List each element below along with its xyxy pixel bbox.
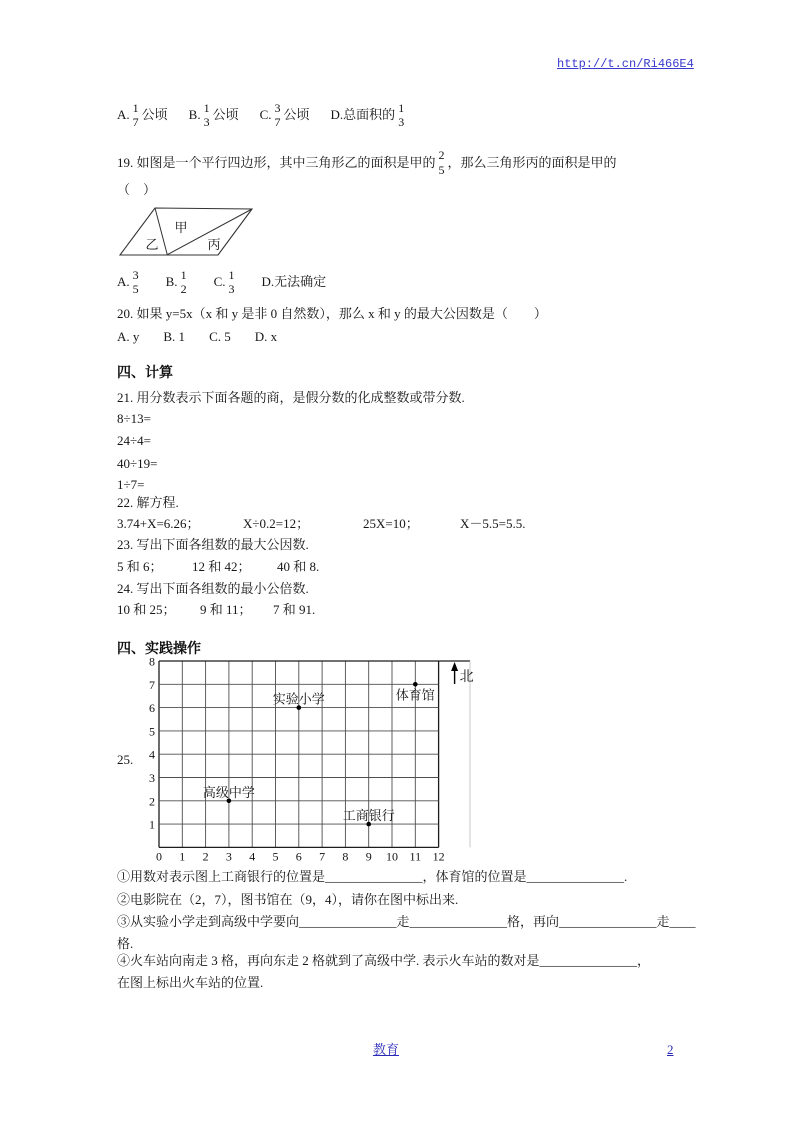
y-tick-label: 1 <box>149 817 155 832</box>
q23-item-2: 12 和 42； <box>192 559 251 574</box>
q20-option-b: B. 1 <box>163 329 186 344</box>
x-tick-label: 1 <box>179 849 186 864</box>
y-tick-label: 6 <box>149 701 155 716</box>
y-tick-label: 8 <box>149 654 155 669</box>
fraction: 1 7 <box>132 100 139 129</box>
footer-page-number[interactable]: 2 <box>667 1042 674 1057</box>
x-tick-label: 3 <box>225 849 232 864</box>
q22-eq-4: X－5.5=5.5. <box>460 516 526 531</box>
q20-option-d: D. x <box>254 329 278 344</box>
q20-option-a: A. y <box>117 329 140 344</box>
x-tick-label: 9 <box>365 849 372 864</box>
q20-options-row <box>117 329 277 345</box>
fraction: 1 3 <box>203 100 210 129</box>
north-label: 北 <box>459 670 474 685</box>
section-heading-practice: 四、实践操作 <box>117 640 201 656</box>
q19-option-d: D. 无法确定 <box>261 274 327 289</box>
y-tick-label: 3 <box>149 771 155 785</box>
q23-stem: 23. 写出下面各组数的最大公因数. <box>117 537 309 552</box>
q19-options-row <box>117 266 326 298</box>
label-bing: 丙 <box>207 237 221 252</box>
q25-sub3-cont: 格. <box>117 936 134 951</box>
x-tick-label: 10 <box>386 849 398 864</box>
q20-option-c: C. 5 <box>209 329 231 344</box>
fraction: 3 5 <box>132 267 139 296</box>
x-tick-label: 7 <box>319 849 326 864</box>
q18-option-b: B. 1 3 公顷 <box>188 100 239 129</box>
x-tick-label: 12 <box>432 849 445 864</box>
q19-option-a: A. 3 5 <box>117 267 139 296</box>
q18-option-a: A. 1 7 公顷 <box>117 100 168 129</box>
y-tick-label: 4 <box>149 747 155 762</box>
q19-answer-paren: （ ） <box>117 182 157 197</box>
q22-eq-3: 25X=10； <box>363 516 419 531</box>
q19-stem: 19. 如图是一个平行四边形，其中三角形乙的面积是甲的 2 5 ，那么三角形丙的面积是甲的 <box>117 148 617 177</box>
source-url-link[interactable]: http://t.cn/Ri466E4 <box>557 57 694 71</box>
q21-item-1: 8÷13= <box>117 411 151 426</box>
q21-item-4: 1÷7= <box>117 477 145 492</box>
y-tick-label: 2 <box>149 794 155 809</box>
q22-stem: 22. 解方程. <box>117 495 179 510</box>
q25-sub2: ②电影院在（2，7），图书馆在（9，4），请你在图中标出来. <box>117 892 459 907</box>
q18-option-c: C. 3 7 公顷 <box>259 100 310 129</box>
x-tick-label: 8 <box>342 849 349 864</box>
q25-sub3: ③从实验小学走到高级中学要向_______________走_______________格，再向_______________走____ <box>117 914 696 929</box>
x-tick-label: 6 <box>295 849 302 864</box>
fraction: 3 7 <box>274 100 281 129</box>
fraction: 1 2 <box>180 267 187 296</box>
q20-stem: 20. 如果 y=5x（x 和 y 是非 0 自然数），那么 x 和 y 的最大公因数是（ ） <box>117 306 547 321</box>
y-tick-label: 5 <box>149 724 155 739</box>
q22-eq-2: X÷0.2=12； <box>243 516 310 531</box>
q25-sub4: ④火车站向南走 3 格，再向东走 2 格就到了高级中学. 表示火车站的数对是_______________， <box>117 953 651 968</box>
label-jia: 甲 <box>174 220 188 235</box>
q21-item-3: 40÷19= <box>117 456 158 471</box>
q23-item-1: 5 和 6； <box>117 559 163 574</box>
north-arrow-head <box>451 662 458 671</box>
fraction: 2 5 <box>438 148 445 177</box>
q19-option-b: B. 1 2 <box>165 267 187 296</box>
x-tick-label: 2 <box>202 849 209 864</box>
q24-stem: 24. 写出下面各组数的最小公倍数. <box>117 581 309 596</box>
q25-sub1: ①用数对表示图上工商银行的位置是_______________，体育馆的位置是_______________. <box>117 869 628 884</box>
x-tick-label: 5 <box>272 849 279 864</box>
q24-item-2: 9 和 11； <box>200 602 252 617</box>
map-point-label: 实验小学 <box>272 691 325 707</box>
map-point-label: 工商银行 <box>342 808 395 824</box>
q25-number: 25. <box>117 752 134 767</box>
q24-item-1: 10 和 25； <box>117 602 176 617</box>
x-tick-label: 4 <box>249 849 256 864</box>
x-tick-label: 0 <box>156 849 162 864</box>
q22-eq-1: 3.74+X=6.26； <box>117 516 200 531</box>
footer-edu-link[interactable]: 教育 <box>373 1042 400 1057</box>
q18-option-d: D. 总面积的 1 3 <box>330 100 405 129</box>
map-point-label: 高级中学 <box>202 784 255 800</box>
q18-options-row <box>117 99 407 131</box>
fraction: 1 3 <box>398 100 405 129</box>
map-point <box>413 682 418 687</box>
q25-sub4-cont: 在图上标出火车站的位置. <box>117 975 264 990</box>
q21-item-2: 24÷4= <box>117 433 151 448</box>
label-yi: 乙 <box>145 237 159 252</box>
coordinate-grid-figure <box>144 654 489 868</box>
map-point-label: 体育馆 <box>395 687 435 703</box>
y-tick-label: 7 <box>149 677 155 692</box>
q24-item-3: 7 和 91. <box>273 602 316 617</box>
x-tick-label: 11 <box>409 849 422 864</box>
q21-stem: 21. 用分数表示下面各题的商，是假分数的化成整数或带分数. <box>117 390 465 405</box>
section-heading-calc: 四、计算 <box>117 364 173 380</box>
q19-option-c: C. 1 3 <box>213 267 235 296</box>
parallelogram-diagram <box>115 197 275 261</box>
q23-item-3: 40 和 8. <box>277 559 320 574</box>
fraction: 1 3 <box>228 267 235 296</box>
